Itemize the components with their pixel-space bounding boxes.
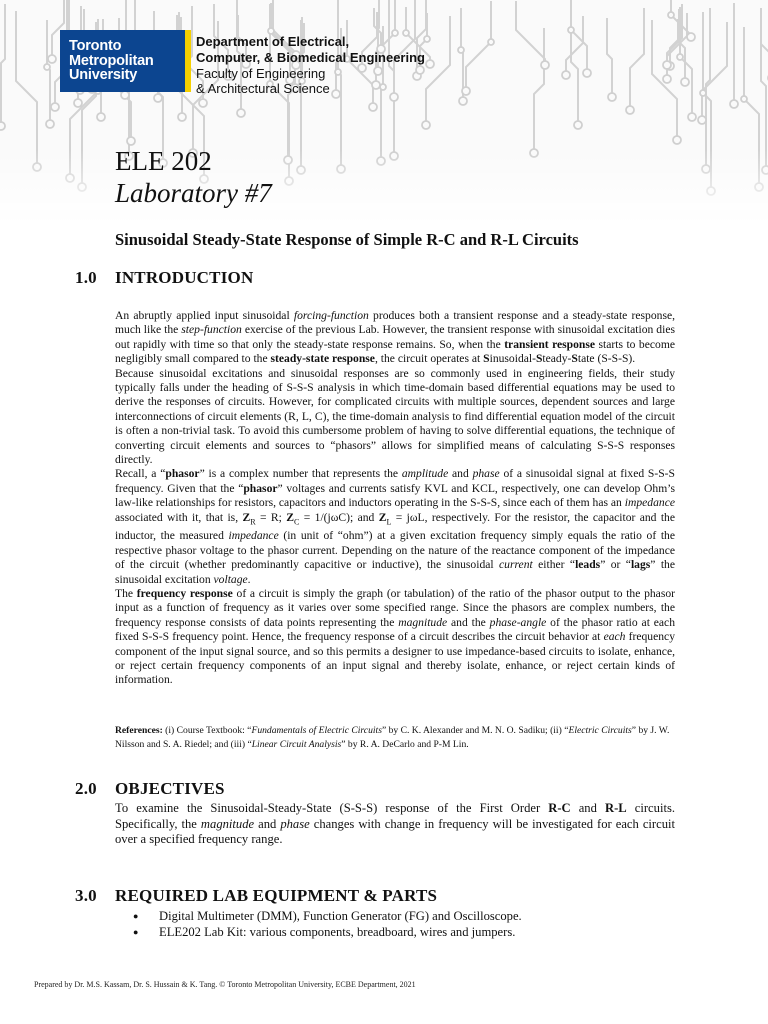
logo-line-1: Toronto — [69, 38, 122, 54]
university-logo — [60, 30, 185, 92]
section-number: 2.0 — [75, 779, 97, 798]
section-number: 1.0 — [75, 268, 97, 287]
intro-paragraph-3: Recall, a “phasor” is a complex number that represents the amplitude and phase of a sinusoidal signal at fixed S-S-S frequency. Given that the “phasor” voltages and currents satisfy KVL and KCL, respectively, one can develop Ohm’s law-like relationships for resistors, capacitors and inductors operating in the S-S-S, since each of them has an impedance associated with it, that is, $Z_R = R$; $Z_C = 1/(j\omega C)$; and $Z_L = j\omega L$, respectively. For the resistor, the capacitor and the inductor, the measured impedance (in unit of “ohm”) at a given excitation frequency simply equals the ratio of the respective phasor voltage to the phasor current. Depending on the nature of the reactance component of the impedance of the circuit (whether predominantly capacitive or inductive), the sinusoidal current either “leads” or “lags” the sinusoidal excitation voltage. — [115, 467, 675, 586]
intro-paragraph-1: An abruptly applied input sinusoidal forcing-function produces both a transient response and a steady-state response, much like the step-function exercise of the previous Lab. However, the transient response with sinusoidal excitation dies out rapidly with time so that only the steady-state response remains. So, when the transient response starts to become negligibly small compared to the steady-state response, the circuit operates at Sinusoidal-Steady-State (S-S-S). — [115, 309, 676, 366]
lab-number: Laboratory #7 — [115, 178, 272, 208]
section-title: OBJECTIVES — [115, 779, 225, 798]
lab-subtitle: Sinusoidal Steady-State Response of Simple R-C and R-L Circuits — [115, 230, 579, 249]
section-heading-introduction — [75, 268, 253, 288]
references-note: References: (i) Course Textbook: “Fundamentals of Electric Circuits” by C. K. Alexander and M. N. O. Sadiku; (ii) “Electric Circuits” by J. W. Nilsson and S. A. Riedel; and (iii) “Linear Circuit Analysis” by R. A. DeCarlo and P-M Lin. — [115, 725, 670, 750]
faculty-line-1: Faculty of Engineering — [196, 66, 326, 81]
page-footer: Prepared by Dr. M.S. Kassam, Dr. S. Hussain & K. Tang. © Toronto Metropolitan University, ECBE Department, 2021 — [34, 980, 416, 989]
intro-paragraph-4: The frequency response of a circuit is simply the graph (or tabulation) of the ratio of the phasor output to the phasor input as a function of frequency as it varies over some specified range. Since the phasors are complex numbers, the frequency response consists of data points representing the magnitude and the phase-angle of the phasor ratio at each fixed S-S-S frequency point. Hence, the frequency response of a circuit describes the circuit behavior at each frequency component of the input signal source, and so this permits a designer to use impedance-based circuits to isolate, enhance, or reject certain frequency components of an input signal and thereby isolate, enhance, or reject certain kinds of information. — [115, 587, 675, 687]
intro-paragraph-2: Because sinusoidal excitations and sinusoidal responses are so commonly used in engineering fields, their study typically falls under the heading of S-S-S analysis in which time-domain based differential equations may be used to derive the responses of circuits. However, for complicated circuits with multiple sources, dependent sources and large interconnections of circuit elements (R, L, C), the time-domain analysis to find differential equation model of the circuit is often a non-trivial task. To avoid this cumbersome problem of having to solve differential equations, the technique of converting circuit elements and sources to “phasors” allows for simplified means of calculating S-S-S responses directly. — [115, 366, 675, 467]
department-block — [196, 34, 425, 96]
list-item: ● Digital Multimeter (DMM), Function Generator (FG) and Oscilloscope. — [115, 908, 675, 924]
section-title: INTRODUCTION — [115, 268, 254, 287]
department-line-1: Department of Electrical, — [196, 34, 350, 49]
logo-line-2: Metropolitan — [69, 52, 154, 69]
faculty-line-2: & Architectural Science — [196, 81, 330, 96]
list-item: ● ELE202 Lab Kit: various components, breadboard, wires and jumpers. — [115, 924, 675, 940]
logo-accent-bar — [185, 30, 191, 92]
section-number: 3.0 — [75, 886, 97, 905]
department-line-2: Computer, & Biomedical Engineering — [196, 50, 425, 65]
header-banner — [0, 0, 768, 225]
section-heading-objectives — [75, 779, 225, 799]
objectives-body: To examine the Sinusoidal-Steady-State (S-S-S) response of the First Order R-C and R-L circuits. Specifically, the magnitude and phase changes with change in frequency will be investigated for each circuit over a specified frequency range. — [115, 801, 675, 847]
section-title: REQUIRED LAB EQUIPMENT & PARTS — [115, 886, 438, 905]
course-code: ELE 202 — [115, 146, 212, 176]
section-heading-equipment — [75, 886, 437, 906]
introduction-body — [115, 309, 675, 688]
equipment-list — [115, 908, 675, 940]
logo-line-3: University — [69, 67, 138, 83]
